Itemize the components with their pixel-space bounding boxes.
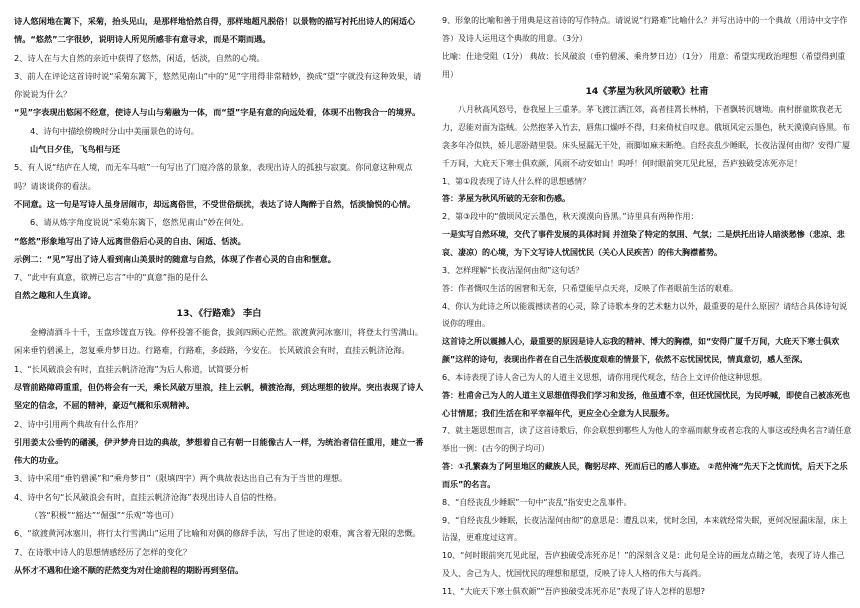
paragraph: 4、你认为此诗之所以能震撼读者的心灵，除了诗歌本身的艺术魅力以外，最重要的是什么原因？请结合具体诗句说说你的理由。 xyxy=(442,301,848,329)
paragraph: 7、就主题思想而言，读了这首诗歌后，你会联想到哪些人为他人的幸福而献身或者忘我的人事这或经典名言?请任意举出一例：(古今的例子均可） xyxy=(442,426,852,454)
paragraph: 3、诗中采用“垂钓碧溪”和“乘舟梦日”（限填四字）两个典故表达出自己有为于当世的理想。 xyxy=(14,473,348,484)
paragraph: 答：杜甫舍己为人的人道主义思想值得我们学习和发扬，他虽遭不幸，但还忧国忧民，为民呼喊，即使自己被冻死也心甘情愿；我们生活在和平幸福年代，更应全心全意为人民服务。 xyxy=(442,390,850,418)
paragraph: 3、怎样理解“长夜沾湿何由彻”这句话？ xyxy=(442,265,584,275)
paragraph: 4、诗中名句“长风破浪会有时，直挂云帆济沧海”表现出诗人自信的性格。 xyxy=(14,491,282,502)
paragraph: “悠然”形象地写出了诗人远离世俗后心灵的自由、闲适、恬淡。 xyxy=(14,235,246,246)
section-title: 14《茅屋为秋风所破歌》杜甫 xyxy=(585,86,709,98)
paragraph: 5、有人说“结庐在人境，而无车马喧”一句写出了门庭冷落的景象，表现出诗人的孤独与寂寞。你同意这种观点吗？请谈谈你的看法。 xyxy=(14,162,413,191)
paragraph: 一是实写自然环境，交代了事件发展的具体时间 并渲染了特定的氛围、气氛；二是烘托出诗人暗淡愁惨（悲凉、悲哀、凄凉）的心境，为下文写诗人忧国忧民（关心人民疾苦）的伟大胸襟蓄势。 xyxy=(442,230,845,257)
left-column xyxy=(14,12,424,579)
paragraph: 不同意。这一句是写诗人虽身居闹市，却远离俗世，不受世俗烦扰，表达了诗人陶醉于自然，恬淡愉悦的心情。 xyxy=(14,198,416,209)
paragraph: 引用姜太公垂钓的磻溪，伊尹梦舟日边的典故，梦想着自己有朝一日能像古人一样，为统治者信任重用，建立一番伟大的功业。 xyxy=(14,436,424,466)
paragraph: 7、在诗歌中诗人的思想情感经历了怎样的变化？ xyxy=(14,546,192,557)
section-title: 13、《行路难》 李白 xyxy=(176,307,262,319)
right-column xyxy=(442,12,852,601)
paragraph: （答“积极”“豁达”“倔强”“乐观”等也可） xyxy=(30,510,179,521)
poem-text: 八月秋高风怒号，卷我屋上三重茅。茅飞渡江洒江郊，高者挂罥长林梢，下者飘转沉塘坳。南村群童欺我老无力，忍能对面为盗贼。公然抱茅入竹去，唇焦口燥呼不得，归来倚杖自叹息。俄顷风定云墨色，秋天漠漠向昏黑。布衾多年冷似铁，娇儿恶卧踏里裂。床头屋漏无干处，雨脚如麻未断绝。自经丧乱少睡眠，长夜沾湿何由彻？安得广厦千万间，大庇天下寒士俱欢颜，风雨不动安如山！呜呼！何时眼前突兀见此屋，吾庐独破受冻死亦足！ xyxy=(442,105,850,168)
paragraph: 2、诗人在与大自然的亲近中获得了悠然，闲适，恬淡，自然的心境。 xyxy=(14,52,265,63)
paragraph: 10、“何时眼前突兀见此屋，吾庐独破受冻死亦足！”的深刻含义是：此句是全诗的画龙点睛之笔，表现了诗人推己及人、舍己为人、忧国忧民的理想和愿望，反映了诗人人格的伟大与高尚。 xyxy=(442,551,845,579)
paragraph: 1、第①段表现了诗人什么样的思想感情？ xyxy=(442,176,591,186)
paragraph: 1、“长风破浪会有时，直挂云帆济沧海”为后人称道，试简要分析 xyxy=(14,363,249,374)
poem-text: 金樽清酒斗十千，玉盘珍馐直万钱。停杯投箸不能食，拔剑四顾心茫然。欲渡黄河冰塞川，将登太行雪满山。闲来垂钓碧溪上，忽复乘舟梦日边。行路难，行路难，多歧路，今安在。 长风破浪会有时，直挂云帆济沧海。 xyxy=(14,327,424,356)
paragraph: 6、请从炼字角度说说“采菊东篱下，悠然见南山”妙在何处。 xyxy=(30,217,249,228)
paragraph: 8、“自经丧乱少睡眠”一句中“丧乱”指安史之乱事件。 xyxy=(442,497,632,507)
paragraph: 4、诗句中描绘傍晚时分山中美丽景色的诗句。 xyxy=(30,125,199,136)
paragraph: 示例二：“见”写出了诗人看到南山美景时的随意与自然，体现了作者心灵的自由和惬意。 xyxy=(14,253,336,264)
paragraph: 诗人悠闲地在篱下，采菊，抬头见山，是那样地恰然自得，那样地超凡脱俗！以景物的描写衬托出诗人的闲适心情。“悠然”二字很妙，说明诗人所见所感非有意寻求，而是不期而遇。 xyxy=(14,16,416,45)
paragraph: 7、“此中有真意，欲辨已忘言”中的“真意”指的是什么 xyxy=(14,272,209,283)
paragraph: 11、“大庇天下寒士俱欢颜”“吾庐独破受冻死亦足”表现了诗人怎样的思想? xyxy=(442,587,706,596)
paragraph: “见”字表现出悠闲不经意，使诗人与山与菊融为一体，而“望”字是有意的向远处看，体现不出物我合一的境界。 xyxy=(14,107,421,118)
paragraph: 比喻：仕途受阻（1分） 典故：长风破浪（垂钓碧溪、乘舟梦日边）（1分） 用意：希望实现政治理想（希望得到重用） xyxy=(442,51,846,79)
paragraph: 这首诗之所以震撼人心，最重要的原因是诗人忘我的精神、博大的胸襟，如“安得广厦千万间，大庇天下寒士俱欢颜”这样的诗句，表现出作者在自己生活极度艰难的情景下，依然不忘忧国忧民，情真意切，感人至深。 xyxy=(442,337,840,365)
paragraph: 6、本诗表现了诗人舍己为人的人道主义思想，请你用现代观念，结合上文评价他这种思想。 xyxy=(442,372,768,382)
paragraph: 2、诗中引用两个典故有什么作用？ xyxy=(14,418,143,429)
paragraph: 6、“欲渡黄河冰塞川，将行太行雪满山”运用了比喻和对偶的修辞手法，写出了世途的艰难，寓含着无限的悲慨。 xyxy=(14,528,421,539)
paragraph: 自然之趣和人生真谛。 xyxy=(14,290,96,301)
paragraph: 2、第③段中的“俄顷风定云墨色，秋天漠漠向昏黑。”诗里具有两种作用： xyxy=(442,212,699,222)
paragraph: 答：作者慨叹生活的困窘和无奈，只希望能早点天亮，反映了作者眼前生活的艰难。 xyxy=(442,283,738,293)
paragraph: 答：①孔繁森为了阿里地区的藏族人民，鞠躬尽瘁、死而后已的感人事迹。 ②范仲淹“先天下之忧而忧，后天下之乐而乐”的名言。 xyxy=(442,462,848,489)
paragraph: 答：茅屋为秋风所破的无奈和伤感。 xyxy=(442,194,570,204)
paragraph: 山气日夕佳，飞鸟相与还 xyxy=(30,144,121,155)
paragraph: 3、前人在评论这首诗时说“采菊东篱下，悠然见南山”中的“见”字用得非常精妙，换成“望”字就没有这种效果，请你说说为什么？ xyxy=(14,70,422,100)
paragraph: 尽管前路障碍重重，但仍将会有一天，乘长风破万里浪，挂上云帆，横渡沧海，到达理想的彼岸。突出表现了诗人坚定的信念，不屈的精神，豪迈气概和乐观精神。 xyxy=(14,381,424,411)
paragraph: 从怀才不遇和仕途不顺的茫然变为对仕途前程的期盼再到坚信。 xyxy=(14,564,244,575)
paragraph: 9、“自经丧乱少睡眠，长夜沾湿何由彻”的意思是：遭乱以来，忧时念国，本来就经常失眠，更何况屋漏床湿，床上沾湿，更难度过这宵。 xyxy=(442,515,848,543)
paragraph: 9、形象的比喻和善于用典是这首诗的写作特点。请说说“行路难”比喻什么？并写出诗中的一个典故（用诗中文字作答）及诗人运用这个典故的用意。（3分） xyxy=(442,16,848,43)
